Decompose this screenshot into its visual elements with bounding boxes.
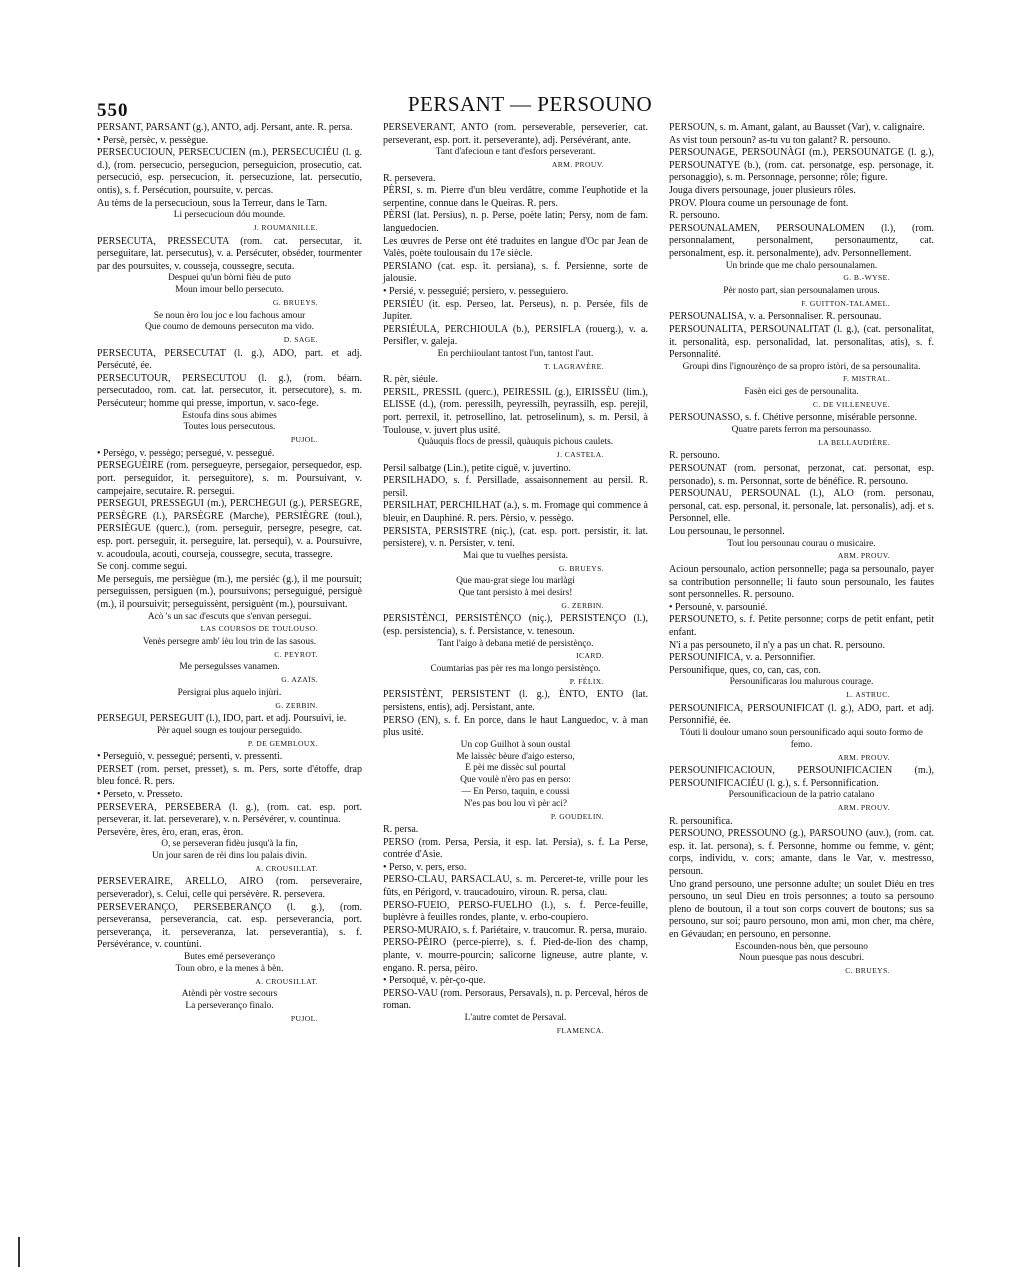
dictionary-entry: PERSOUNIFICACIOUN, PERSOUNIFICACIEN (m.), PERSOUNIFICACIÉU (l. g.), s. f. Personnification.	[669, 765, 934, 789]
citation-line: Noun puesque pas nous descubri.	[738, 953, 865, 964]
dictionary-entry: R. persouno.	[669, 210, 720, 222]
dictionary-entry: R. persevera.	[383, 172, 436, 184]
dictionary-entry: PERSIANO (cat. esp. it. persiana), s. f. Persienne, sorte de jalousie.	[383, 260, 648, 285]
dictionary-entry: PERSOUNALITA, PERSOUNALITAT (l. g.), (cat. personalitat, it. personalità, esp. personalidad, lat. personalitas, atis), s. f. Personnalité.	[669, 323, 934, 361]
citation-author: C. BRUEYS.	[845, 966, 890, 976]
citation-author: T. LAGRAVÈRE.	[544, 361, 604, 371]
citation-line: Toutes lous persecutous.	[183, 422, 276, 433]
citation-author: A. CROUSILLAT.	[255, 863, 318, 873]
dictionary-entry: PERSOUNALAMEN, PERSOUNALOMEN (l.), (rom. personnalament, personalment, personaumentz, cat. personalment, esp. it. personalmente), adv. Personnellement.	[669, 222, 934, 259]
citation-line: O, se perseveran fidèu jusqu'à la fin,	[161, 839, 298, 850]
citation-author: F. GUITTON-TALAMEL.	[801, 298, 890, 308]
citation-author: ARM. PROUV.	[837, 803, 890, 813]
dictionary-entry: PERSECUTA, PRESSECUTA (rom. cat. persecutar, it. perseguitare, lat. persecutus), v. a. Persécuter, obséder, tourmenter par des poursuites, v. cousseja, coussegre, secuta.	[97, 235, 362, 272]
dictionary-entry: PERSO-FUEIO, PERSO-FUELHO (l.), s. f. Perce-feuille, buplèvre à feuilles rondes, plante, v. erbo-coupiero.	[383, 899, 648, 924]
citation-line: Que mau-grat siege lou marlàgi	[456, 576, 575, 587]
citation-line: Un jour saren de rèi dins lou palais divin.	[152, 851, 307, 862]
citation-line: Quàuquis flocs de pressil, quàuquis pichous caulets.	[417, 437, 614, 448]
citation-line: Atèndi pèr vostre secours	[181, 989, 278, 1000]
dictionary-entry: PERSOUNAU, PERSOUNAL (l.), ALO (rom. personau, personal, cat. esp. personal, it. personale, lat. personalis), adj. et s. Personnel, elle.	[669, 488, 934, 525]
dictionary-entry: Lou persounau, le personnel.	[669, 526, 785, 538]
dictionary-entry: PERSO-PÈIRO (perce-pierre), s. f. Pied-de-lion des champ, plante, v. mourre-pourcin; salicorne ligneuse, autre plante, v. engano. R. persa, pèiro.	[383, 937, 648, 974]
dictionary-entry: PERSEVERA, PERSEBERA (l. g.), (rom. cat. esp. port. perseverar, it. lat. perseverare), v. n. Persévérer, v. countinua.	[97, 801, 362, 826]
citation-line: Estoufa dins sous abimes	[182, 410, 277, 421]
citation-author: G. BRUEYS.	[272, 297, 318, 307]
citation-line: L'autre comtet de Persaval.	[464, 1013, 567, 1023]
dictionary-entry: PERSO-MURAIO, s. f. Pariétaire, v. traucomur. R. persa, muraio.	[383, 924, 648, 936]
citation-author: J. ROUMANILLE.	[253, 222, 318, 232]
dictionary-entry: PERSILHAT, PERCHILHAT (a.), s. m. Fromage qui commence à bleuir, en Dauphiné. R. pers. Pèrsio, v. pessègo.	[383, 500, 648, 525]
dictionary-entry: • Perso, v. pers, erso.	[383, 861, 467, 873]
citation-author: A. CROUSILLAT.	[255, 976, 318, 986]
citation-line: Me laissèc bèure d'aigo esterso,	[456, 751, 575, 762]
citation-author: G. B.-WYSE.	[843, 273, 890, 283]
dictionary-entry: PERSET (rom. perset, presset), s. m. Pers, sorte d'étoffe, drap bleu foncé. R. pers.	[97, 763, 362, 788]
dictionary-entry: PERSO (rom. Persa, Persia, it esp. lat. Persia), s. f. La Perse, contrée d'Asie.	[383, 836, 648, 861]
dictionary-entry: Se conj. comme segui.	[97, 561, 188, 573]
dictionary-entry: N'i a pas persouneto, il n'y a pas un chat. R. persouno.	[669, 639, 886, 651]
dictionary-entry: Persounifique, ques, co, can, cas, con.	[669, 664, 821, 676]
citation-line: Coumtarias pas pèr res ma longo persistènço.	[430, 663, 601, 674]
citation-line: Se noun èro lou joc e lou fachous amour	[153, 310, 306, 321]
citation-author: PUJOL.	[290, 1013, 318, 1023]
dictionary-entry: PERSO (EN), s. f. En porce, dans le haut Languedoc, v. à man plus usité.	[383, 714, 648, 739]
citation-author: LAS COURSOS DE TOULOUSO.	[200, 624, 318, 634]
citation-author: PUJOL.	[290, 435, 318, 445]
dictionary-entry: Jouga divers persounage, jouer plusieurs rôles.	[669, 184, 856, 196]
dictionary-entry: Persevère, ères, èro, eran, eras, èron.	[97, 826, 244, 838]
citation-line: Venès persegre amb' ièu lou trin de las sasous.	[142, 636, 317, 647]
citation-line: En perchiioulant tantost l'un, tantost l'aut.	[437, 348, 594, 359]
dictionary-entry: PÈRSI, s. m. Pierre d'un bleu verdâtre, comme l'euphotide et la serpentine, connue dans le Queiras. R. pers.	[383, 185, 648, 209]
citation-line: Fasèn eici ges de persounalita.	[744, 387, 859, 398]
column-1	[97, 122, 362, 1026]
dictionary-entry: PERSOUNASSO, s. f. Chétive personne, misérable personne.	[669, 412, 918, 424]
dictionary-entry: • Perseto, v. Presseto.	[97, 788, 183, 800]
citation-author: LA BELLAUDIÈRE.	[818, 437, 890, 447]
dictionary-entry: • Persié, v. pesseguié; persiero, v. pesseguiero.	[383, 285, 569, 297]
citation-line: Me persegulsses vanamen.	[179, 662, 280, 673]
dictionary-entry: PERSEGUÈIRE (rom. persegueyre, persegaior, persequedor, esp. port. perseguidor, it. perseguitore), s. m. Poursuivant, v. campejaire, secutaire. R. persegui.	[97, 460, 362, 497]
citation-line: La perseveranço finalo.	[185, 1001, 274, 1012]
dictionary-entry: PERSECUTOUR, PERSECUTOU (l. g.), (rom. béarn. persecutadoo, rom. cat. lat. persecutor, it. persecutore), s. m. Persécuteur; homme qui presse, importun, v. saco-fege.	[97, 372, 362, 410]
citation-line: Escounden-nous bèn, que persouno	[735, 941, 868, 952]
citation-line: N'es pas bou lou vì pèr aci?	[463, 798, 568, 809]
citation-author: G. ZERBIN.	[561, 600, 604, 610]
dictionary-entry: • Persounè, v. parsounié.	[669, 601, 768, 613]
citation-line: Un brinde que me chalo persounalamen.	[725, 260, 878, 271]
citation-line: — En Perso, taquin, e coussi	[461, 786, 570, 797]
citation-line: Persounificaras lou malurous courage.	[729, 677, 874, 688]
citation-line: Un cop Guilhot à soun oustal	[460, 739, 571, 750]
citation-line: Pèr aquel sougn es toujour perseguido.	[156, 725, 303, 736]
citation-author: ICARD.	[576, 651, 604, 661]
citation-author: P. FÉLIX.	[569, 676, 604, 686]
citation-author: C. PEYROT.	[274, 649, 318, 659]
dictionary-entry: • Perseguiò, v. pessegué; persenti, v. pressenti.	[97, 751, 283, 763]
citation-author: P. DE GEMBLOUX.	[247, 738, 318, 748]
dictionary-entry: PÈRSI (lat. Persius), n. p. Perse, poète latin; Persy, nom de fam. languedocien.	[383, 210, 648, 234]
page-number: 550	[97, 100, 129, 121]
dictionary-entry: PERSO-VAU (rom. Persoraus, Persavals), n. p. Perceval, héros de roman.	[383, 987, 648, 1012]
dictionary-entry: PERSISTÈNCI, PERSISTÈNÇO (niç.), PERSISTENÇO (l.), (esp. persistencia), s. f. Persistance, v. tenesoun.	[383, 613, 648, 637]
dictionary-entry: PERSOUNETO, s. f. Petite personne; corps de petit enfant, petit enfant.	[669, 614, 934, 638]
dictionary-entry: PERSEVERANT, ANTO (rom. perseverable, perseverier, cat. perseverant, esp. port. it. perseverante), adj. Persévérant, ante.	[383, 122, 648, 146]
citation-line: Tant l'aigo à debana metié de persistènço.	[437, 638, 594, 649]
citation-author: G. BRUEYS.	[558, 563, 604, 573]
citation-line: Que tant persisto à mei desirs!	[458, 587, 573, 598]
column-3	[669, 122, 934, 979]
citation-line: Moun imour bello persecuto.	[175, 285, 284, 296]
dictionary-entry: PERSOUNO, PRESSOUNO (g.), PARSOUNO (auv.), (rom. cat. esp. it. lat. persona), s. f. Personne, homme ou femme, v. gènt; corps, individu, v. cors; amante, dans le Var, v. mestresso, persoun.	[669, 828, 934, 878]
citation-line: Toun obro, e la menes à bèn.	[175, 963, 284, 974]
dictionary-entry: R. persa.	[383, 824, 419, 836]
citation-line: Pèr nosto part, sian persounalamen urous.	[723, 285, 880, 296]
citation-line: E pèi me dissèc sul pourtal	[465, 763, 566, 774]
citation-line: Persounificacioun de la patrìo catalano	[728, 790, 875, 801]
dictionary-entry: PROV. Ploura coume un persounage de font.	[669, 197, 849, 209]
citation-author: C. DE VILLENEUVE.	[812, 399, 890, 409]
citation-author: P. GOUDELIN.	[550, 811, 604, 821]
citation-author: ARM. PROUV.	[551, 159, 604, 169]
dictionary-entry: Uno grand persouno, une personne adulte; un soulet Diéu en tres persouno, un seul Dieu en trois personnes; a touto sa persouno pleno de boutoun, il a tout son corps couvert de boutons; sus sa persouno, sur soi; pauro persouno, mon ami, mon cher, ma chère, en Gévaudan; en persouno, en personne.	[669, 878, 934, 941]
dictionary-entry: PERSOUNALISA, v. a. Personnaliser. R. persounau.	[669, 311, 882, 323]
citation-line: Quatre parets ferron ma persounasso.	[731, 425, 872, 436]
citation-author: L. ASTRUC.	[846, 690, 890, 700]
dictionary-entry: R. persounifica.	[669, 815, 733, 827]
dictionary-entry: PERSOUNIFICA, PERSOUNIFICAT (l. g.), ADO, part. et adj. Personnifié, ée.	[669, 702, 934, 727]
citation-line: Butes emé perseveranço	[183, 952, 276, 963]
dictionary-entry: PERSILHADO, s. f. Persillade, assaisonnement au persil. R. persil.	[383, 475, 648, 499]
citation-line: Mai que tu vuelhes persista.	[463, 550, 568, 561]
citation-line: Tóuti li doulour umano soun persounificado aqui souto formo de femo.	[680, 727, 923, 750]
dictionary-entry: PERSIÉULA, PERCHIOULA (b.), PERSIFLA (rouerg.), v. a. Persifler, v. galeja.	[383, 323, 648, 348]
citation-author: F. MISTRAL.	[842, 374, 890, 384]
dictionary-entry: PERSOUNAGE, PERSOUNÀGI (m.), PERSOUNATGE (l. g.), PERSOUNATYE (b.), (rom. cat. personatge, esp. personage, it. personaggio), s. m. Personnage, personne; rôle; figure.	[669, 147, 934, 184]
dictionary-entry: • Persoqué, v. pèr-ço-que.	[383, 975, 486, 987]
dictionary-entry: Me perseguis, me persiègue (m.), me persiéc (g.), il me poursuit; perseguissen, persiguen (m.), poursuivons; perseguigué, persiguè (m.), il poursuivit; perseguissènt, persiguènt (m.), poursuivant.	[97, 573, 362, 610]
dictionary-entry: • Persègo, v. pessègo; persegué, v. pessegué.	[97, 447, 275, 459]
citation-author: G. AZAÏS.	[281, 675, 318, 685]
citation-author: D. SAGE.	[283, 335, 318, 345]
dictionary-entry: PERSOUNIFICA, v. a. Personnifier.	[669, 652, 816, 664]
dictionary-entry: R. pèr, siéule.	[383, 374, 438, 386]
dictionary-entry: R. persouno.	[669, 450, 720, 462]
citation-line: Li persecucioun dóu mounde.	[173, 210, 286, 221]
dictionary-entry: Persil salbatge (Lin.), petite ciguë, v. juvertino.	[383, 462, 571, 474]
citation-author: J. CASTELA.	[556, 450, 604, 460]
dictionary-entry: Au tèms de la persecucioun, sous la Terreur, dans le Tarn.	[97, 197, 328, 209]
citation-author: ARM. PROUV.	[837, 551, 890, 561]
column-2	[383, 122, 648, 1038]
citation-author: G. ZERBIN.	[275, 700, 318, 710]
citation-line: Acò 's un sac d'escuts que s'envan persegui.	[147, 611, 312, 622]
citation-line: Groupi dins l'ignourènço de sa propro istòri, de sa persounalita.	[682, 361, 921, 372]
dictionary-entry: Les œuvres de Perse ont été traduites en langue d'Oc par Jean de Valès, poète toulousain du 17e siècle.	[383, 235, 648, 260]
citation-author: ARM. PROUV.	[837, 752, 890, 762]
dictionary-entry: PERSEGUI, PRESSEGUI (m.), PERCHEGUI (g.), PERSEGRE, PERSÈGRE (l.), PARSÈGRE (Marche), PERSIÈGRE (toul.), PERSIÈGUE (querc.), (rom. perseguir, persegre, pesegre, cat. esp. port. perseguir, it. perseguire, lat. persequi), v. a. Poursuivre, v. acoudoula, acouti, courseja, coussegre, secuta, trassegre.	[97, 498, 362, 560]
dictionary-entry: PERSOUNAT (rom. personat, perzonat, cat. personat, esp. personado), s. m. Personnat, sorte de bénéfice. R. persouno.	[669, 463, 934, 487]
dictionary-entry: As vist toun persoun? as-tu vu ton galant? R. persouno.	[669, 134, 891, 146]
dictionary-entry: PERSOUN, s. m. Amant, galant, au Bausset (Var), v. calignaire.	[669, 122, 925, 133]
dictionary-entry: PERSECUCIOUN, PERSECUCIEN (m.), PERSECUCIÉU (l. g. d.), (rom. persecucio, persegucion, perseguicion, prosecutio, cat. persecució, esp. persecucion, it. persecuzione, lat. persecutio, ontis), s. f. Persécution, poursuite, v. percas.	[97, 147, 362, 196]
dictionary-entry: PERSO-CLAU, PARSACLAU, s. m. Perceret-te, vrille pour les fûts, en Périgord, v. traucadouiro, viroun. R. persa, clau.	[383, 874, 648, 899]
citation-line: Que coumo de demouns persecuton ma vido.	[145, 322, 314, 333]
dictionary-entry: • Persè, persèc, v. pessègue.	[97, 134, 209, 146]
dictionary-entry: PERSISTÈNT, PERSISTENT (l. g.), ÈNTO, ENTO (lat. persistens, entis), adj. Persistant, ante.	[383, 689, 648, 713]
dictionary-entry: PERSIÉU (it. esp. Perseo, lat. Perseus), n. p. Persée, fils de Jupiter.	[383, 298, 648, 323]
dictionary-entry: PERSEVERANÇO, PERSEBERANÇO (l. g.), (rom. perseveransa, perseverancia, cat. esp. perseverancia, port. perseverança, it. perseveranza, lat. perseverantia), s. f. Persévérance, v. countùni.	[97, 901, 362, 951]
dictionary-entry: PERSEVERAIRE, ARELLO, AIRO (rom. perseveraire, perseverador), s. Celui, celle qui persévère. R. persevera.	[97, 876, 362, 901]
citation-line: Que voulè n'èro pas en perso:	[460, 775, 571, 786]
dictionary-entry: Acioun persounalo, action personnelle; paga sa persounalo, payer sa contribution personnelle; li fauto soun persounalo, les fautes sont personnelles. R. persouno.	[669, 564, 934, 601]
dictionary-entry: PERSISTA, PERSISTRE (niç.), (cat. esp. port. persistir, it. lat. persistere), v. n. Persister, v. tení.	[383, 525, 648, 550]
dictionary-entry: PERSECUTA, PERSECUTAT (l. g.), ADO, part. et adj. Persécuté, ée.	[97, 347, 362, 372]
citation-line: Persigrai plus aquelo injùri.	[177, 687, 282, 698]
citation-line: Despuei qu'un bòrni fièu de puto	[168, 273, 291, 284]
citation-author: FLAMENCA.	[556, 1025, 604, 1035]
citation-line: Tout lou persounau courau o musicaire.	[727, 538, 876, 549]
citation-line: Tant d'afecioun e tant d'esfors perseverant.	[435, 147, 596, 158]
page-edge-mark	[18, 1237, 20, 1267]
running-head: PERSANT — PERSOUNO	[407, 92, 653, 116]
dictionary-entry: PERSEGUI, PERSEGUIT (l.), IDO, part. et adj. Poursuivi, ie.	[97, 713, 347, 725]
dictionary-entry: PERSIL, PRESSIL (querc.), PEIRESSIL (g.), EIRISSÈU (lim.), ELISSE (d.), (rom. peressilh, peyressilh, peyrassilh, esp. perejil, port. perrexil, it. petrosellino, lat. petroselinum), s. m. Persil, à Toulouse, v. juvert plus usité.	[383, 386, 648, 436]
dictionary-entry: PERSANT, PARSANT (g.), ANTO, adj. Persant, ante. R. persa.	[97, 122, 353, 133]
